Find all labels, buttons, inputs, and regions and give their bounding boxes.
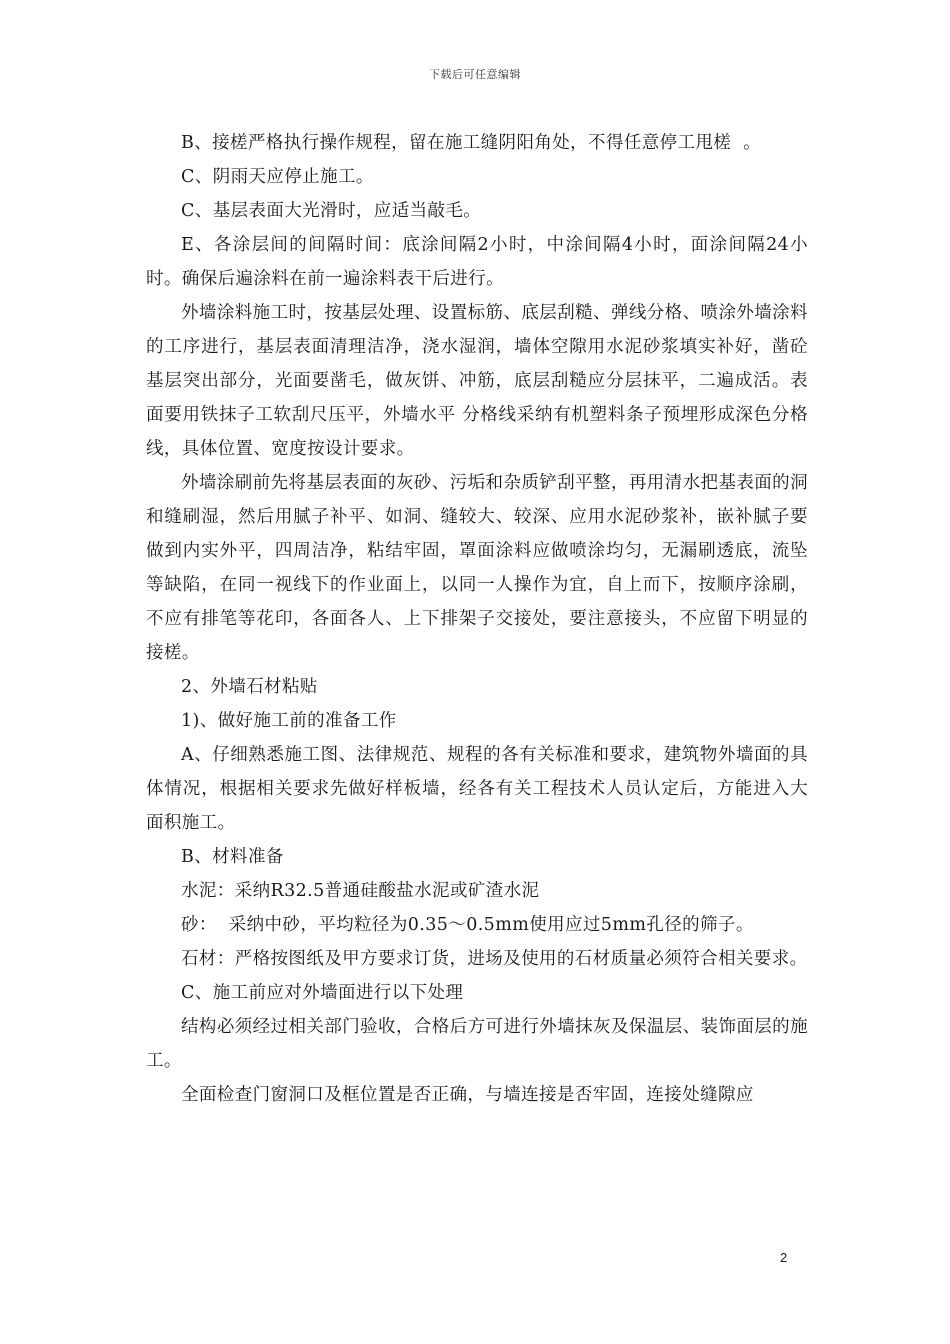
paragraph-structure-acceptance: 结构必须经过相关部门验收，合格后方可进行外墙抹灰及保温层、装饰面层的施工。: [146, 1017, 808, 1071]
paragraph-exterior-coating: 外墙涂料施工时，按基层处理、设置标筋、底层刮糙、弹线分格、喷涂外墙涂料的工序进行，基层表面清理洁净，浇水湿润，墙体空隙用水泥砂浆填实补好，凿砼基层突出部分，光面要凿毛，做灰饼、冲筋，底层刮糙应分层抹平，二遍成活。表面要用铁抹子工软刮尺压平，外墙水平 分格线采纳有机塑料条子预埋形成深色分格线，具体位置、宽度按设计要求。: [146, 303, 808, 459]
paragraph-b-joint: B、接槎严格执行操作规程，留在施工缝阴阳角处，不得任意停工甩槎 。: [181, 133, 762, 153]
paragraph-c-rain: C、阴雨天应停止施工。: [181, 167, 374, 187]
paragraph-window-check: 全面检查门窗洞口及框位置是否正确，与墙连接是否牢固，连接处缝隙应: [181, 1085, 754, 1105]
document-body: [146, 126, 808, 1112]
section-heading-stone: 2、外墙石材粘贴: [181, 677, 318, 697]
paragraph-b-materials: B、材料准备: [181, 847, 284, 867]
paragraph-a-drawings: A、仔细熟悉施工图、法律规范、规程的各有关标准和要求，建筑物外墙面的具体情况，根据相关要求先做好样板墙，经各有关工程技术人员认定后，方能进入大面积施工。: [146, 745, 808, 833]
paragraph-sand: 砂： 采纳中砂，平均粒径为0.35～0.5mm使用应过5mm孔径的筛子。: [181, 915, 754, 935]
paragraph-e-interval: E、各涂层间的间隔时间：底涂间隔2小时，中涂间隔4小时，面涂间隔24小时。确保后遍涂料在前一遍涂料表干后进行。: [146, 235, 808, 289]
paragraph-cement: 水泥：采纳R32.5普通硅酸盐水泥或矿渣水泥: [181, 881, 540, 901]
paragraph-c-surface: C、基层表面大光滑时，应适当敲毛。: [181, 201, 482, 221]
paragraph-stone: 石材：严格按图纸及甲方要求订货，进场及使用的石材质量必须符合相关要求。: [181, 949, 808, 969]
subsection-heading-prep: 1)、做好施工前的准备工作: [181, 711, 397, 731]
header-note: 下载后可任意编辑: [429, 68, 521, 81]
page-number: 2: [780, 1250, 788, 1265]
paragraph-c-wall-treatment: C、施工前应对外墙面进行以下处理: [181, 983, 464, 1003]
paragraph-painting-prep: 外墙涂刷前先将基层表面的灰砂、污垢和杂质铲刮平整，再用清水把基表面的洞和缝刷湿，然后用腻子补平、如洞、缝较大、较深、应用水泥砂浆补，嵌补腻子要做到内实外平，四周洁净，粘结牢固，罩面涂料应做喷涂均匀，无漏刷透底，流坠等缺陷，在同一视线下的作业面上，以同一人操作为宜，自上而下，按顺序涂刷，不应有排笔等花印，各面各人、上下排架子交接处，要注意接头，不应留下明显的接槎。: [146, 473, 808, 663]
